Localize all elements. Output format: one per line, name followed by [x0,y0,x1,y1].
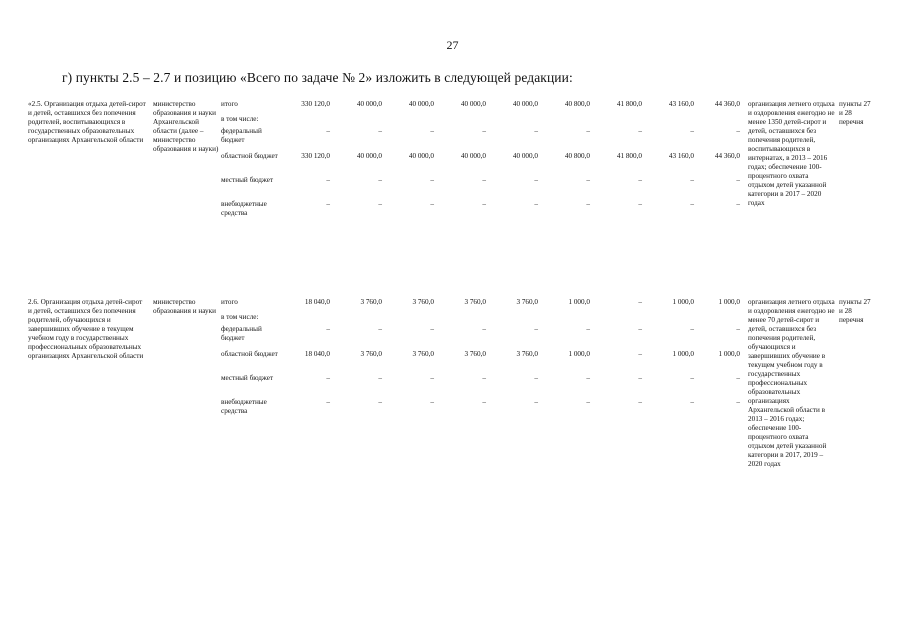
amount-cell: – [482,374,486,382]
amount-cell: 41 800,0 [616,100,642,108]
amount-cell: – [534,200,538,208]
amount-cell: – [736,374,740,382]
amount-cell: – [638,374,642,382]
funding-source-label: внебюджетные средства [221,398,267,415]
amount-cell: – [430,374,434,382]
amount-cell: 3 760,0 [516,298,538,306]
amount-cell: – [326,127,330,135]
amount-cell: – [638,176,642,184]
amount-cell: – [638,325,642,333]
amount-cell: – [690,127,694,135]
funding-source-label: местный бюджет [221,374,274,382]
amount-cell: – [690,325,694,333]
amount-cell: – [378,374,382,382]
measure-cell: 2.6. Организация отдыха детей-сирот и детей, оставшихся без попечения родителей, обучающихся и завершивших обучение в текущем учебном году в государственных профессиональных образовательных организациях Архангельской области [28,298,144,360]
funding-source-label: итого [221,298,238,306]
funding-source-label: внебюджетные средства [221,200,267,217]
result-cell: организация летнего отдыха и оздоровления ежегодно не менее 1350 детей-сирот и детей, оставшихся без попечения родителей, воспитывающихся в интернатах, в 2013 – 2016 годах; обеспечение 100-процентного охвата отдыхом детей указанной категории в 2017 – 2020 годах [748,100,835,207]
amount-cell: 18 040,0 [304,350,330,358]
amount-cell: 40 000,0 [356,100,382,108]
amount-cell: 3 760,0 [360,350,382,358]
amount-cell: – [378,176,382,184]
amount-cell: – [736,127,740,135]
amount-cell: – [638,127,642,135]
amount-cell: – [482,200,486,208]
amount-cell: – [378,398,382,406]
amount-cell: 3 760,0 [516,350,538,358]
amount-cell: 3 760,0 [412,350,434,358]
amount-cell: 40 000,0 [512,152,538,160]
amount-cell: – [430,127,434,135]
amount-cell: 40 800,0 [564,152,590,160]
amount-cell: – [534,127,538,135]
amount-cell: – [378,200,382,208]
amount-cell: 40 000,0 [460,100,486,108]
amount-cell: – [736,176,740,184]
funding-source-label: местный бюджет [221,176,274,184]
amount-cell: – [482,176,486,184]
amount-cell: – [586,127,590,135]
amount-cell: – [690,176,694,184]
amount-cell: 44 360,0 [714,100,740,108]
measure-cell: «2.5. Организация отдыха детей-сирот и детей, оставшихся без попечения родителей, воспитывающихся в государственных образовательных организациях Архангельской области [28,100,146,144]
amount-cell: – [586,374,590,382]
amount-cell: – [736,325,740,333]
amount-cell: – [326,200,330,208]
amount-cell: – [534,325,538,333]
amount-cell: 1 000,0 [718,298,740,306]
amount-cell: – [690,374,694,382]
amount-cell: 330 120,0 [301,100,330,108]
amount-cell: 1 000,0 [718,350,740,358]
funding-source-label: в том числе: [221,115,259,123]
amount-cell: – [482,325,486,333]
link-cell: пункты 27 и 28 перечня [839,100,871,126]
amount-cell: – [736,200,740,208]
amount-cell: 40 000,0 [408,100,434,108]
amount-cell: – [586,325,590,333]
amount-cell: 3 760,0 [412,298,434,306]
amount-cell: – [430,176,434,184]
amount-cell: 40 000,0 [408,152,434,160]
amount-cell: – [638,298,642,306]
amount-cell: – [534,398,538,406]
amount-cell: 43 160,0 [668,100,694,108]
amount-cell: – [690,200,694,208]
amount-cell: – [326,374,330,382]
amount-cell: 3 760,0 [464,298,486,306]
amount-cell: – [326,325,330,333]
executor-cell: министерство образования и науки [153,298,216,315]
amount-cell: 40 000,0 [460,152,486,160]
amount-cell: – [690,398,694,406]
amount-cell: 330 120,0 [301,152,330,160]
amount-cell: – [586,200,590,208]
amount-cell: 1 000,0 [672,350,694,358]
link-cell: пункты 27 и 28 перечня [839,298,871,324]
funding-source-label: областной бюджет [221,152,278,160]
funding-source-label: в том числе: [221,313,259,321]
amount-cell: 40 000,0 [512,100,538,108]
amount-cell: – [586,176,590,184]
funding-source-label: федеральный бюджет [221,325,262,342]
amount-cell: 1 000,0 [568,298,590,306]
amount-cell: 18 040,0 [304,298,330,306]
amount-cell: – [482,398,486,406]
amount-cell: – [326,398,330,406]
amount-cell: 3 760,0 [464,350,486,358]
amount-cell: 41 800,0 [616,152,642,160]
amount-cell: – [638,200,642,208]
amount-cell: 40 000,0 [356,152,382,160]
amount-cell: – [482,127,486,135]
amount-cell: – [736,398,740,406]
amount-cell: – [430,398,434,406]
amount-cell: – [638,398,642,406]
amount-cell: – [326,176,330,184]
amount-cell: 40 800,0 [564,100,590,108]
amount-cell: 44 360,0 [714,152,740,160]
amount-cell: – [638,350,642,358]
amount-cell: 1 000,0 [672,298,694,306]
amount-cell: – [430,325,434,333]
result-cell: организация летнего отдыха и оздоровления ежегодно не менее 70 детей-сирот и детей, оставшихся без попечения родителей, обучающихся и завершивших обучение в текущем учебном году в государственных профессиональных образовательных организациях Архангельской области в 2013 – 2016 годах; обеспечение 100-процентного охвата отдыхом детей указанной категории в 2017, 2019 – 2020 годах [748,298,835,468]
amount-cell: 43 160,0 [668,152,694,160]
amount-cell: – [534,176,538,184]
amount-cell: 1 000,0 [568,350,590,358]
amount-cell: – [430,200,434,208]
amount-cell: – [586,398,590,406]
amount-cell: – [378,325,382,333]
page-number: 27 [446,38,459,52]
amount-cell: – [378,127,382,135]
funding-source-label: итого [221,100,238,108]
funding-source-label: областной бюджет [221,350,278,358]
amount-cell: 3 760,0 [360,298,382,306]
amount-cell: – [534,374,538,382]
executor-cell: министерство образования и науки Архангельской области (далее – министерство образования и науки) [153,100,219,153]
funding-source-label: федеральный бюджет [221,127,262,144]
section-heading: г) пункты 2.5 – 2.7 и позицию «Всего по задаче № 2» изложить в следующей редакции: [62,70,573,85]
